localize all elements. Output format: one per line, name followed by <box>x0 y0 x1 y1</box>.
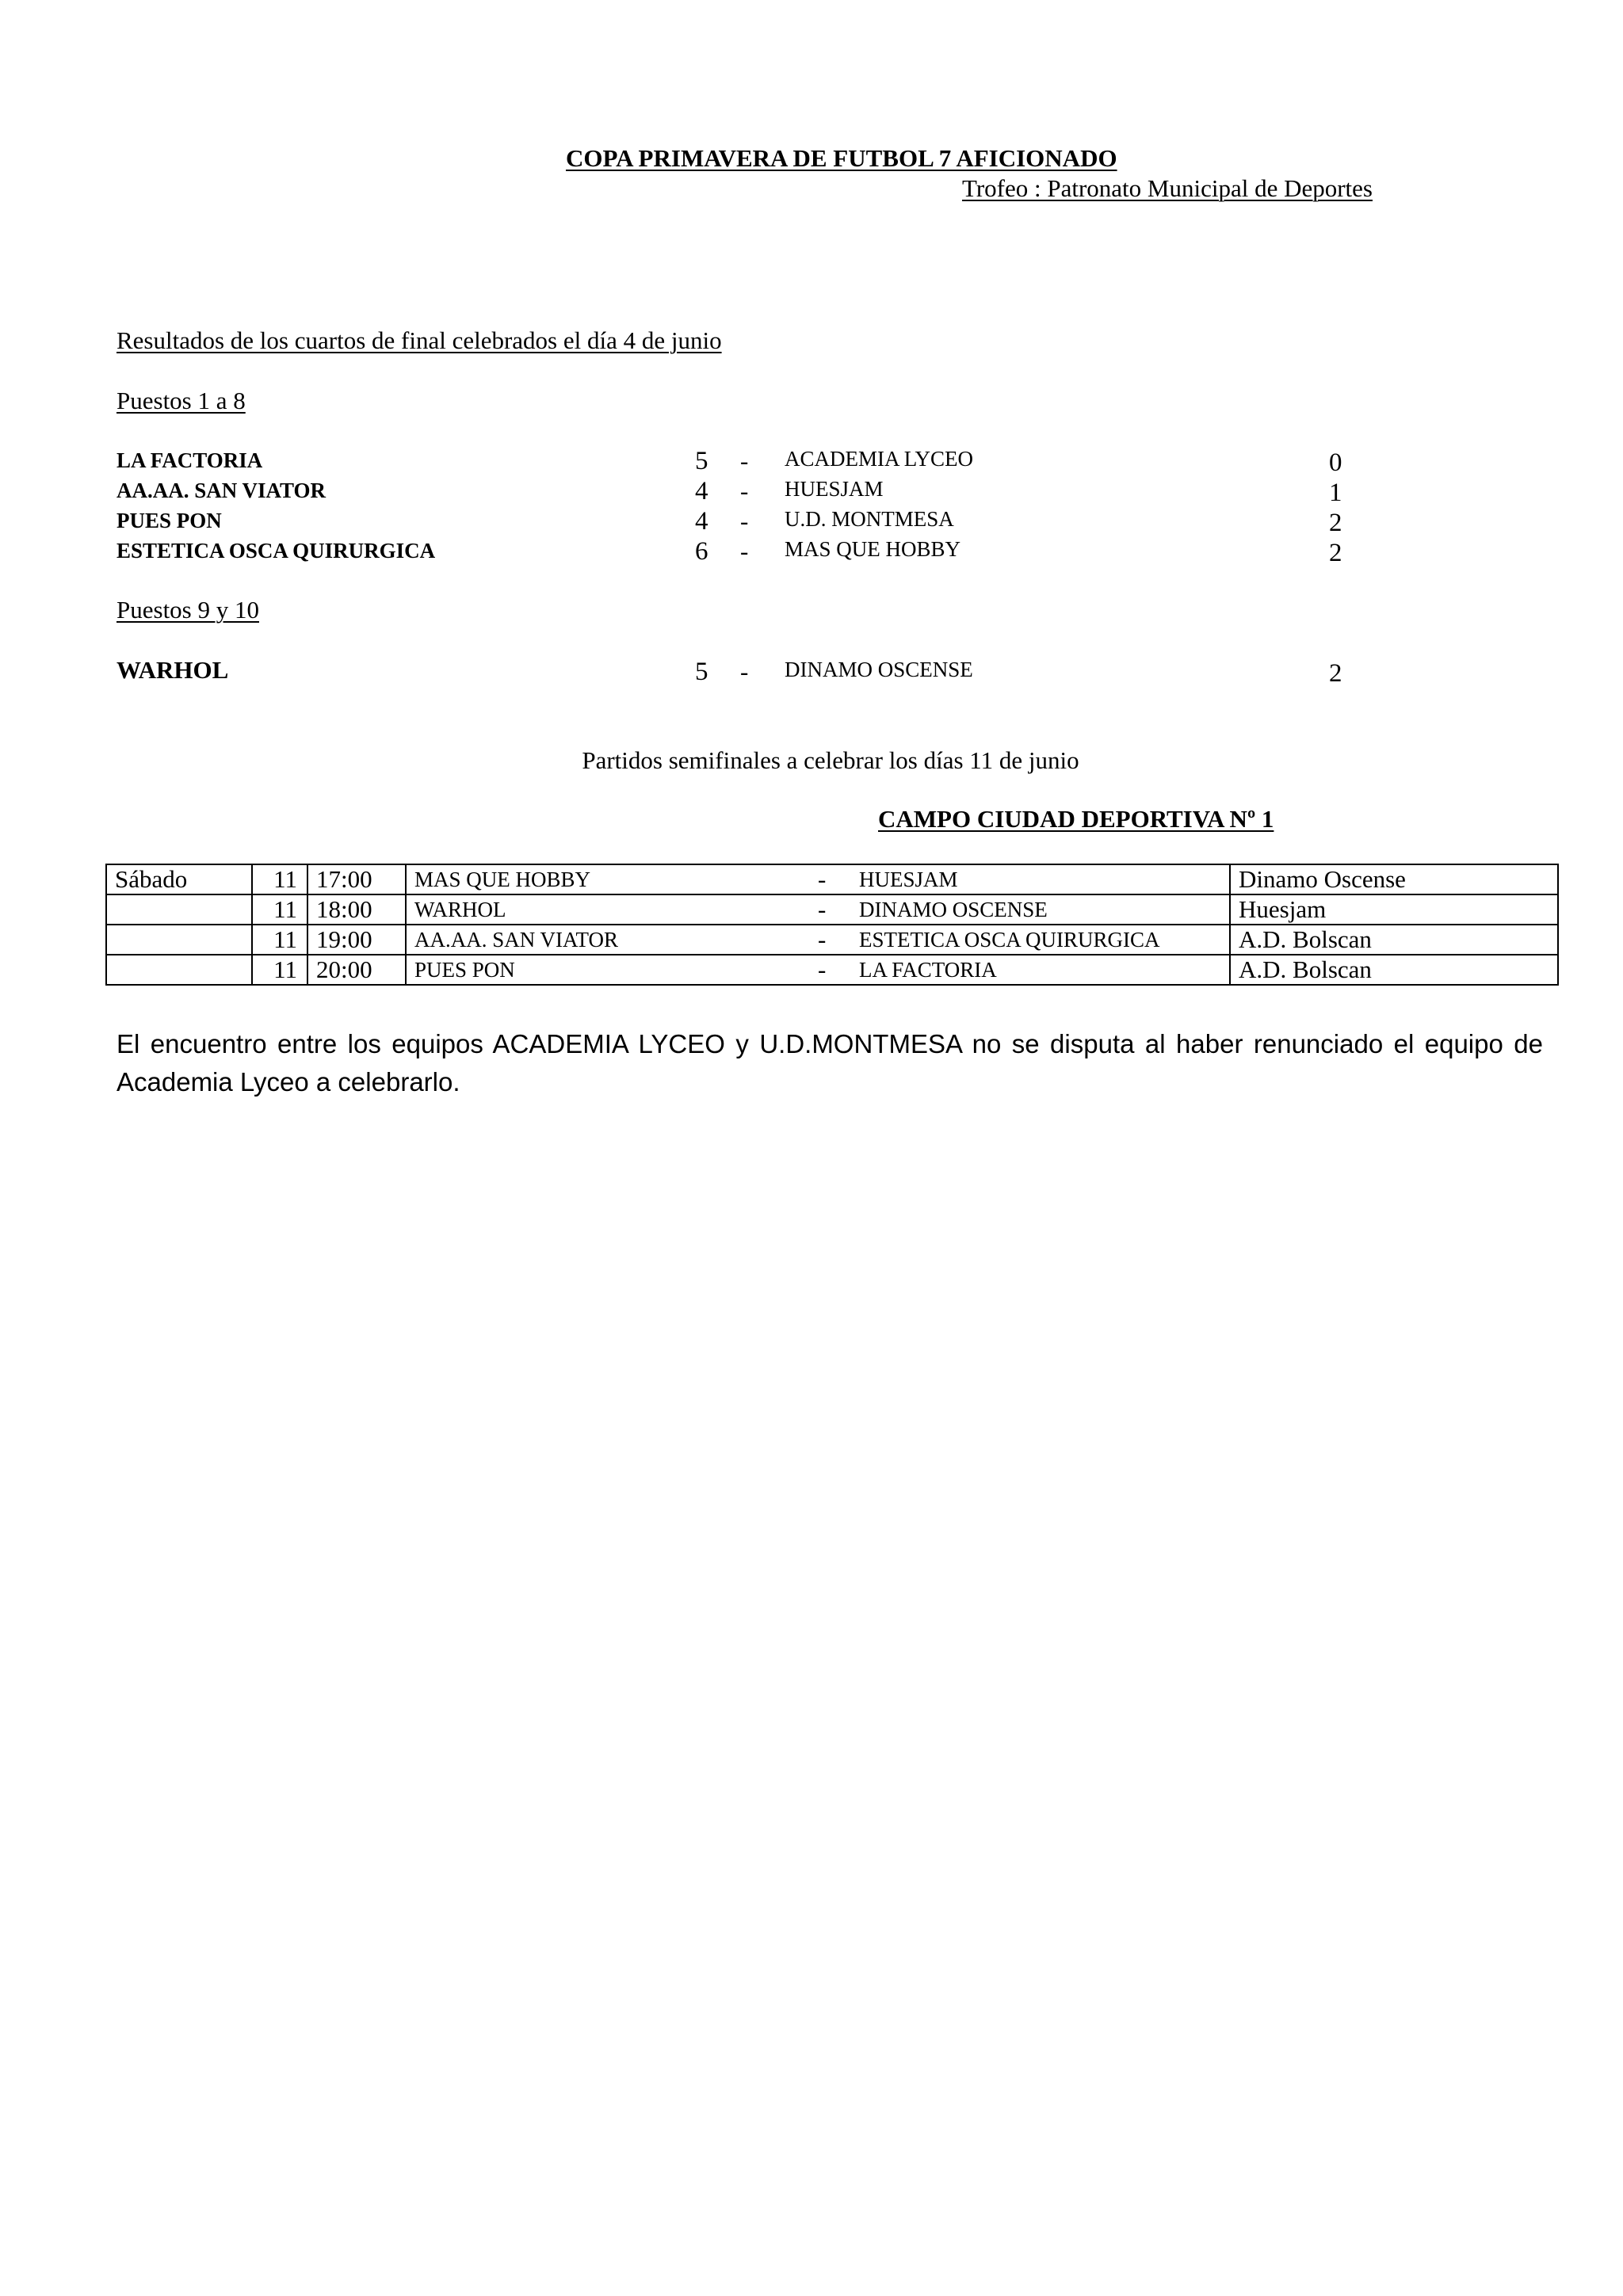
score-separator: - <box>740 507 749 535</box>
time-cell: 18:00 <box>307 894 406 925</box>
away-team-cell: DINAMO OSCENSE <box>851 894 1230 925</box>
semifinals-heading: Partidos semifinales a celebrar los días 11 de junio <box>582 746 1079 774</box>
document-subtitle: Trofeo : Patronato Municipal de Deportes <box>961 174 1373 202</box>
results-heading: Resultados de los cuartos de final celebrados el día 4 de junio <box>116 326 722 354</box>
day-cell: 11 <box>252 925 307 955</box>
away-team: MAS QUE HOBBY <box>785 537 961 561</box>
home-team: ESTETICA OSCA QUIRURGICA <box>116 539 436 563</box>
home-team-cell: WARHOL <box>406 894 810 925</box>
away-score: 2 <box>1329 509 1342 537</box>
table-row <box>106 864 1558 894</box>
away-score: 2 <box>1329 659 1342 688</box>
away-team: ACADEMIA LYCEO <box>785 447 974 471</box>
day-cell: 11 <box>252 864 307 894</box>
away-team: DINAMO OSCENSE <box>785 658 973 681</box>
day-cell: 11 <box>252 955 307 985</box>
weekday-cell <box>106 894 252 925</box>
weekday-cell <box>106 955 252 985</box>
document-title: COPA PRIMAVERA DE FUTBOL 7 AFICIONADO <box>566 144 1117 172</box>
table-row <box>106 955 1558 985</box>
result-row <box>0 475 1623 505</box>
separator-cell: - <box>810 955 851 985</box>
separator-cell: - <box>810 864 851 894</box>
home-score: 4 <box>695 477 708 505</box>
home-score: 6 <box>695 537 708 566</box>
weekday-cell <box>106 925 252 955</box>
semifinals-table <box>105 864 1559 986</box>
home-team: AA.AA. SAN VIATOR <box>116 479 327 502</box>
away-score: 0 <box>1329 448 1342 477</box>
score-separator: - <box>740 658 749 685</box>
away-team: HUESJAM <box>785 477 884 501</box>
score-separator: - <box>740 477 749 505</box>
venue-title: CAMPO CIUDAD DEPORTIVA Nº 1 <box>878 805 1274 833</box>
referee-cell: Dinamo Oscense <box>1230 864 1558 894</box>
weekday-cell: Sábado <box>106 864 252 894</box>
away-score: 1 <box>1329 479 1342 507</box>
home-team: WARHOL <box>116 656 229 684</box>
home-team: PUES PON <box>116 509 222 532</box>
result-row <box>0 536 1623 566</box>
home-score: 5 <box>695 447 708 475</box>
referee-cell: A.D. Bolscan <box>1230 955 1558 985</box>
away-team: U.D. MONTMESA <box>785 507 954 531</box>
referee-cell: Huesjam <box>1230 894 1558 925</box>
withdrawal-note: El encuentro entre los equipos ACADEMIA LYCEO y U.D.MONTMESA no se disputa al haber renunciado el equipo de Academia Lyceo a celebrarlo. <box>116 1029 1543 1097</box>
time-cell: 20:00 <box>307 955 406 985</box>
time-cell: 17:00 <box>307 864 406 894</box>
away-team-cell: LA FACTORIA <box>851 955 1230 985</box>
home-score: 5 <box>695 658 708 686</box>
separator-cell: - <box>810 894 851 925</box>
score-separator: - <box>740 537 749 565</box>
home-team-cell: PUES PON <box>406 955 810 985</box>
day-cell: 11 <box>252 894 307 925</box>
group-label-9-10: Puestos 9 y 10 <box>116 596 259 624</box>
result-row <box>0 656 1623 686</box>
table-row <box>106 894 1558 925</box>
table-row <box>106 925 1558 955</box>
home-score: 4 <box>695 507 708 536</box>
home-team-cell: MAS QUE HOBBY <box>406 864 810 894</box>
time-cell: 19:00 <box>307 925 406 955</box>
score-separator: - <box>740 447 749 475</box>
away-score: 2 <box>1329 539 1342 567</box>
result-row <box>0 445 1623 475</box>
home-team-cell: AA.AA. SAN VIATOR <box>406 925 810 955</box>
away-team-cell: ESTETICA OSCA QUIRURGICA <box>851 925 1230 955</box>
group-label-1-8: Puestos 1 a 8 <box>116 387 246 414</box>
home-team: LA FACTORIA <box>116 448 263 472</box>
away-team-cell: HUESJAM <box>851 864 1230 894</box>
result-row <box>0 505 1623 536</box>
referee-cell: A.D. Bolscan <box>1230 925 1558 955</box>
separator-cell: - <box>810 925 851 955</box>
